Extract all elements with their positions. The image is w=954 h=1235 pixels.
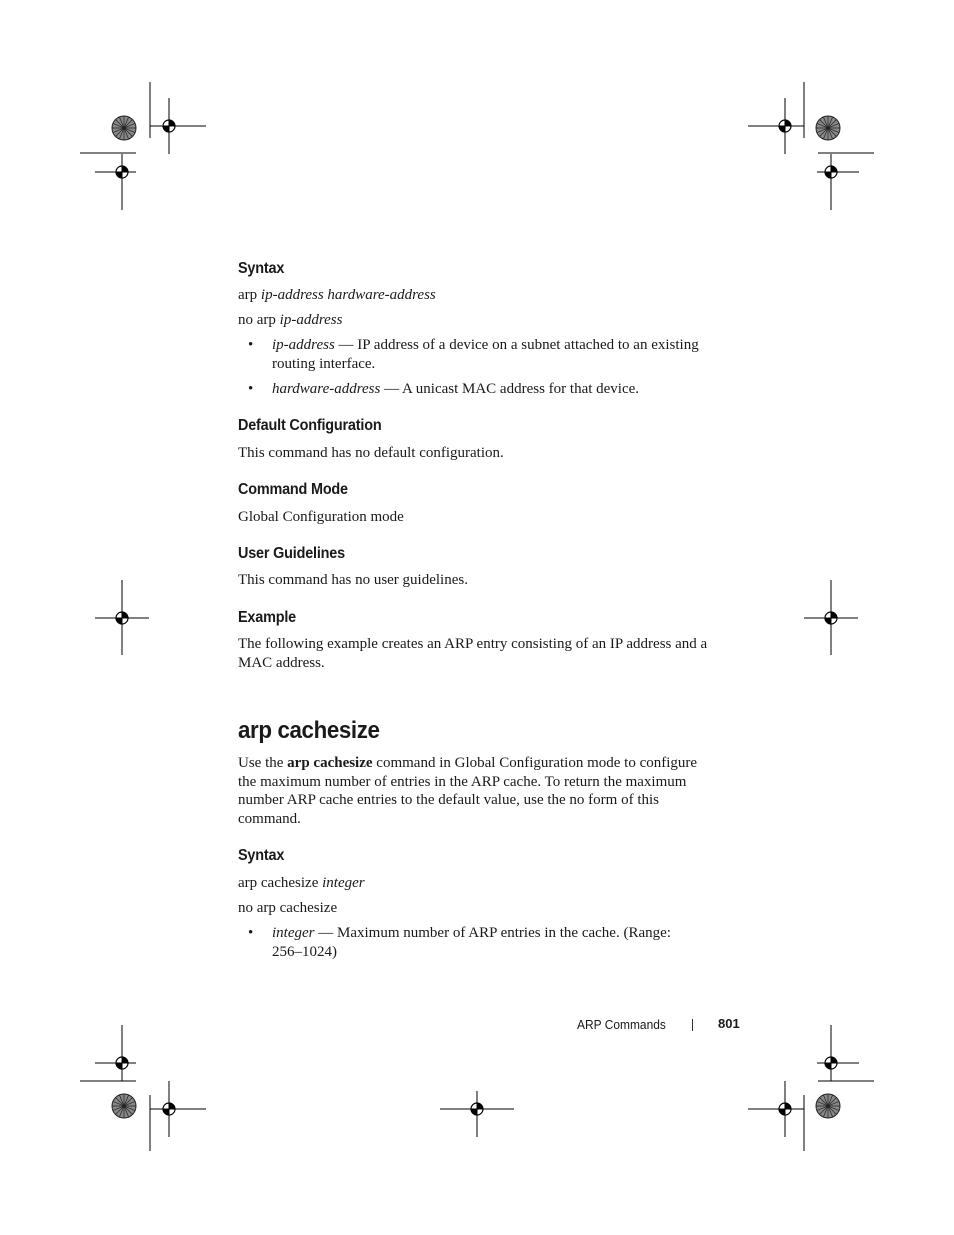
parameter-description-continued: 256–1024)	[272, 944, 337, 960]
syntax-arguments: ip-address hardware-address	[260, 287, 436, 303]
default-configuration-text: This command has no default configuration.	[238, 445, 504, 461]
parameter-item	[272, 924, 671, 943]
intro-paragraph-line: the maximum number of entries in the ARP cache. To return the maximum	[238, 774, 687, 790]
command-mode-heading: Command Mode	[238, 481, 348, 498]
bullet-icon: •	[248, 925, 254, 941]
command-mode-text: Global Configuration mode	[238, 509, 404, 525]
intro-command: arp cachesize	[287, 755, 373, 771]
syntax-arguments: integer	[322, 875, 365, 891]
command-title: arp cachesize	[238, 717, 380, 744]
parameter-item	[272, 336, 699, 355]
syntax-command: arp	[238, 287, 258, 303]
syntax-arguments: ip-address	[279, 312, 343, 328]
default-configuration-heading: Default Configuration	[238, 417, 382, 434]
example-heading: Example	[238, 609, 296, 626]
parameter-item	[272, 380, 639, 399]
intro-paragraph-line: number ARP cache entries to the default value, use the no form of this	[238, 792, 659, 808]
syntax-line	[238, 311, 342, 330]
example-text: The following example creates an ARP entry consisting of an IP address and a	[238, 636, 708, 652]
example-text-continued: MAC address.	[238, 655, 325, 671]
parameter-term: ip-address	[272, 337, 335, 353]
parameter-term: integer	[272, 925, 315, 941]
intro-text: command in Global Configuration mode to configure	[372, 755, 698, 771]
user-guidelines-text: This command has no user guidelines.	[238, 572, 468, 588]
user-guidelines-heading: User Guidelines	[238, 545, 345, 562]
footer-page-number: 801	[718, 1016, 740, 1031]
intro-paragraph-line: command.	[238, 811, 301, 827]
syntax-command: no arp	[238, 312, 276, 328]
footer-divider	[692, 1019, 693, 1031]
intro-text: Use the	[238, 755, 288, 771]
footer-section-label: ARP Commands	[577, 1017, 666, 1032]
bullet-icon: •	[248, 337, 254, 353]
syntax-command: arp cachesize	[238, 875, 319, 891]
syntax-line: no arp cachesize	[238, 900, 338, 916]
intro-paragraph	[238, 754, 697, 773]
parameter-description: — Maximum number of ARP entries in the cache. (Range:	[314, 925, 671, 941]
parameter-description-continued: routing interface.	[272, 356, 376, 372]
parameter-term: hardware-address	[272, 381, 381, 397]
syntax-heading: Syntax	[238, 260, 285, 277]
syntax-line	[238, 874, 365, 893]
syntax-heading: Syntax	[238, 847, 285, 864]
parameter-description: — A unicast MAC address for that device.	[380, 381, 640, 397]
syntax-line	[238, 286, 436, 305]
bullet-icon: •	[248, 381, 254, 397]
parameter-description: — IP address of a device on a subnet attached to an existing	[334, 337, 699, 353]
